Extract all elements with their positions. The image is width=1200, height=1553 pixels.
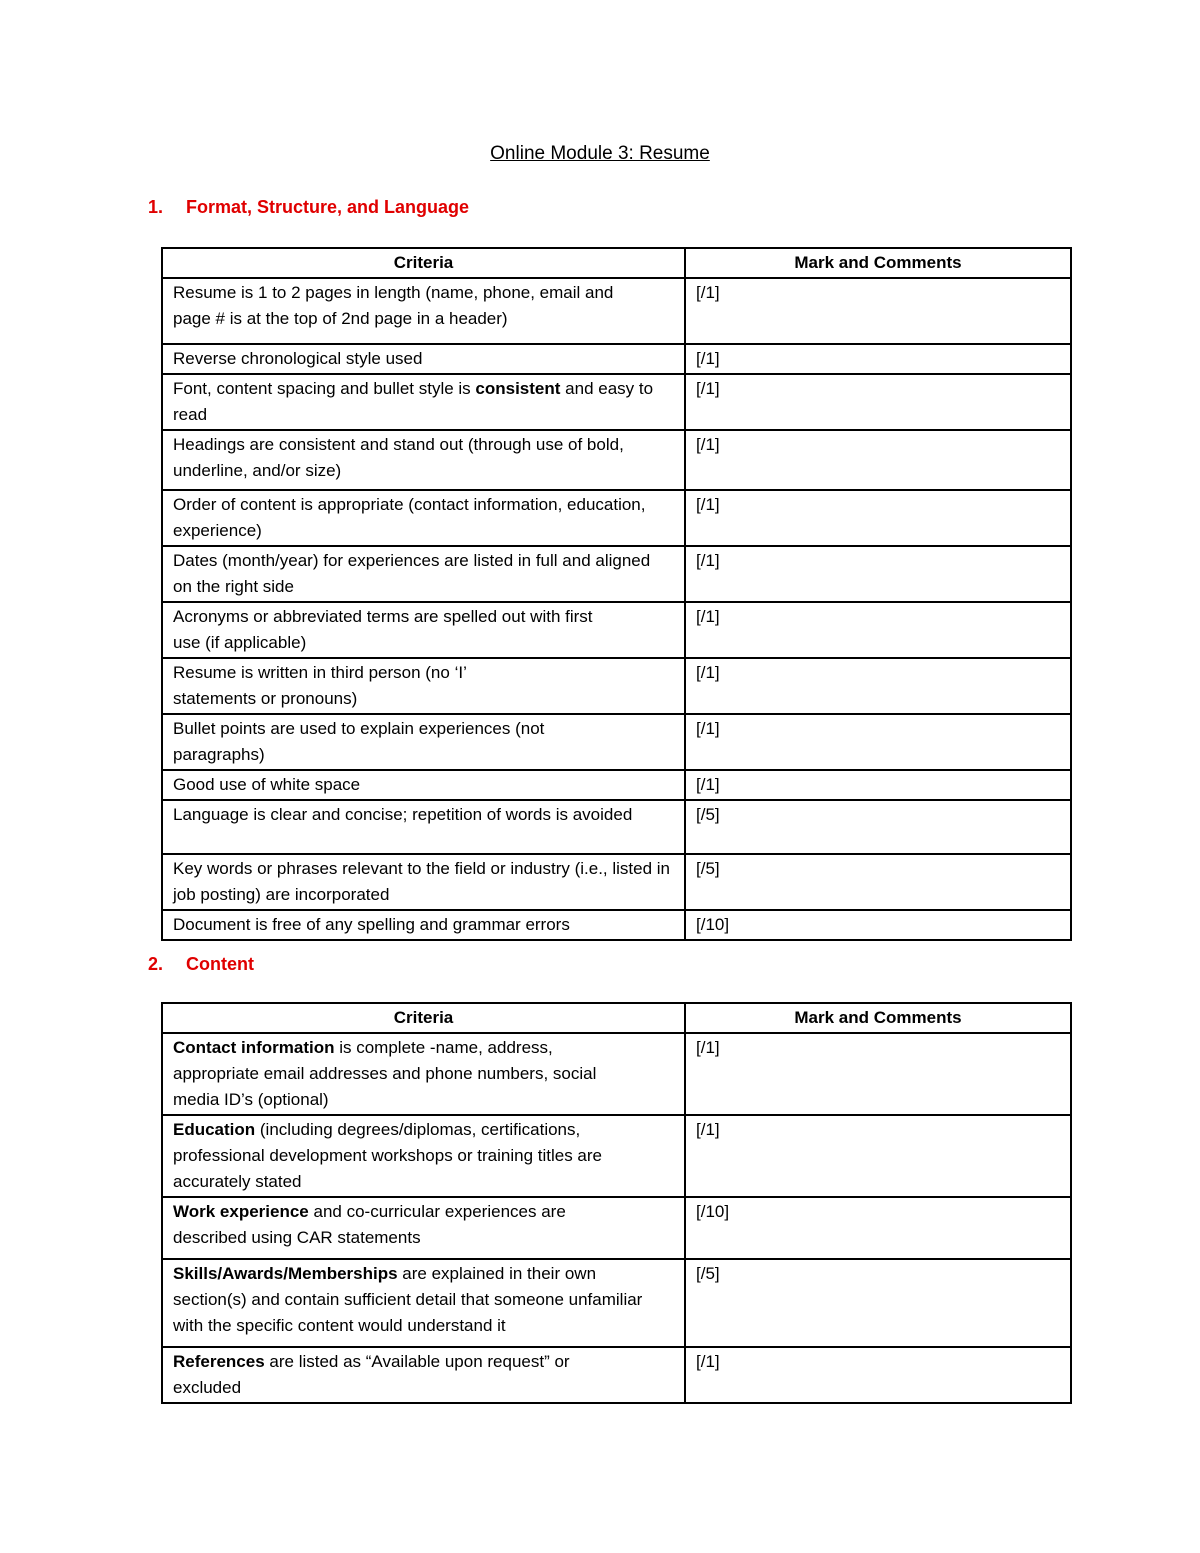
format-rubric-table: [161, 247, 1072, 941]
section-number: 1.: [148, 197, 164, 217]
criteria-cell: Reverse chronological style used: [162, 344, 685, 374]
section-heading-format: [148, 197, 469, 218]
section-title: Content: [186, 954, 254, 974]
criteria-text: and easy to read: [173, 379, 654, 424]
section-heading-content: [148, 954, 254, 975]
criteria-cell: Bullet points are used to explain experiences (not paragraphs): [162, 714, 685, 770]
criteria-emphasis: Education: [173, 1120, 256, 1139]
table-row: [162, 1259, 1071, 1347]
criteria-text: are listed as “Available upon request” or excluded: [173, 1352, 570, 1397]
table-header-row: [162, 1003, 1071, 1033]
criteria-cell: [162, 1259, 685, 1347]
mark-cell: [/1]: [685, 1033, 1071, 1115]
criteria-text: (including degrees/diplomas, certifications, professional development workshops or training titles are accurately stated: [173, 1120, 603, 1191]
table-row: [162, 910, 1071, 940]
criteria-emphasis: Work experience: [173, 1202, 309, 1221]
criteria-cell: [162, 374, 685, 430]
mark-cell: [/5]: [685, 1259, 1071, 1347]
mark-cell: [/1]: [685, 546, 1071, 602]
table-row: [162, 546, 1071, 602]
table-row: [162, 658, 1071, 714]
table-row: [162, 602, 1071, 658]
table-row: [162, 490, 1071, 546]
criteria-text: and co-curricular experiences are described using CAR statements: [173, 1202, 566, 1247]
mark-column-header: Mark and Comments: [685, 1003, 1071, 1033]
mark-cell: [/1]: [685, 374, 1071, 430]
criteria-emphasis: References: [173, 1352, 265, 1371]
criteria-column-header: Criteria: [162, 248, 685, 278]
table-row: [162, 854, 1071, 910]
criteria-emphasis: Contact information: [173, 1038, 335, 1057]
section-title: Format, Structure, and Language: [186, 197, 470, 217]
criteria-text: are explained in their own section(s) and contain sufficient detail that someone unfamiliar with the specific content would understand it: [173, 1264, 643, 1335]
criteria-cell: Dates (month/year) for experiences are listed in full and aligned on the right side: [162, 546, 685, 602]
mark-cell: [/10]: [685, 1197, 1071, 1259]
criteria-cell: Resume is 1 to 2 pages in length (name, phone, email and page # is at the top of 2nd page in a header): [162, 278, 685, 344]
criteria-emphasis: Skills/Awards/Memberships: [173, 1264, 398, 1283]
criteria-cell: [162, 1347, 685, 1403]
criteria-emphasis: consistent: [475, 379, 561, 398]
table-row: [162, 714, 1071, 770]
table-row: [162, 374, 1071, 430]
criteria-cell: [162, 1033, 685, 1115]
mark-cell: [/5]: [685, 854, 1071, 910]
mark-column-header: Mark and Comments: [685, 248, 1071, 278]
table-row: [162, 1197, 1071, 1259]
mark-cell: [/1]: [685, 344, 1071, 374]
criteria-text: Font, content spacing and bullet style is: [173, 379, 476, 398]
table-row: [162, 278, 1071, 344]
mark-cell: [/1]: [685, 1347, 1071, 1403]
criteria-cell: Key words or phrases relevant to the field or industry (i.e., listed in job posting) are incorporated: [162, 854, 685, 910]
mark-cell: [/10]: [685, 910, 1071, 940]
criteria-cell: Resume is written in third person (no ‘I’ statements or pronouns): [162, 658, 685, 714]
mark-cell: [/1]: [685, 602, 1071, 658]
mark-cell: [/1]: [685, 714, 1071, 770]
mark-cell: [/1]: [685, 278, 1071, 344]
content-rubric-table: [161, 1002, 1072, 1404]
criteria-cell: Document is free of any spelling and grammar errors: [162, 910, 685, 940]
criteria-cell: Order of content is appropriate (contact information, education, experience): [162, 490, 685, 546]
criteria-column-header: Criteria: [162, 1003, 685, 1033]
criteria-cell: Acronyms or abbreviated terms are spelled out with first use (if applicable): [162, 602, 685, 658]
criteria-cell: [162, 1115, 685, 1197]
table-row: [162, 344, 1071, 374]
mark-cell: [/1]: [685, 658, 1071, 714]
section-number: 2.: [148, 954, 164, 974]
table-row: [162, 800, 1071, 854]
mark-cell: [/1]: [685, 770, 1071, 800]
criteria-cell: Good use of white space: [162, 770, 685, 800]
mark-cell: [/5]: [685, 800, 1071, 854]
table-header-row: [162, 248, 1071, 278]
mark-cell: [/1]: [685, 430, 1071, 490]
table-row: [162, 1347, 1071, 1403]
page-title: Online Module 3: Resume: [490, 143, 710, 164]
table-row: [162, 430, 1071, 490]
criteria-cell: Language is clear and concise; repetition of words is avoided: [162, 800, 685, 854]
table-row: [162, 770, 1071, 800]
table-row: [162, 1033, 1071, 1115]
criteria-cell: Headings are consistent and stand out (through use of bold, underline, and/or size): [162, 430, 685, 490]
criteria-cell: [162, 1197, 685, 1259]
mark-cell: [/1]: [685, 1115, 1071, 1197]
criteria-text: is complete -name, address, appropriate email addresses and phone numbers, social media ID’s (optional): [173, 1038, 597, 1109]
mark-cell: [/1]: [685, 490, 1071, 546]
table-row: [162, 1115, 1071, 1197]
